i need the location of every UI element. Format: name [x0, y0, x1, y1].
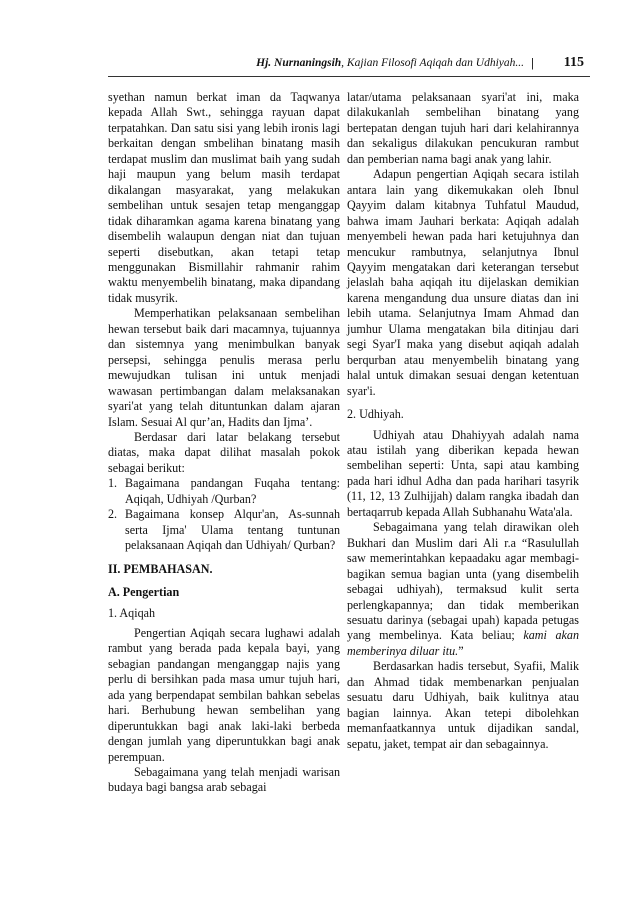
list-item — [108, 507, 340, 553]
subsection-heading: A. Pengertian — [108, 585, 180, 600]
page-number: 115 — [563, 55, 584, 70]
right-paragraph-5: Berdasarkan hadis tersebut, Syafii, Malik dan Ahmad tidak membenarkan penjualan sesuatu daru Udhiyah, baik kulitnya atau bagian lainnya. Akan tetepi dibolehkan memanfaatkannya untuk dijadikan sandal, sepatu, jaket, tempat air dan sebagainnya. — [347, 659, 579, 751]
header-separator: | — [531, 55, 534, 70]
right-paragraph-2: Adapun pengertian Aqiqah secara istilah antara lain yang dikemukakan oleh Ibnul Qayyim dalam kitabnya Tuhfatul Maudud, bahwa imam Jauhari berkata: Aqiqah adalah menyembeli hewan pada hari ketujuhnya dan mencukur rambutnya, selanjutnya Ibnul Qayyim mengatakan dari keterangan tersebut jelaslah baha aqiqah itu dijelaskan demikian karena mengandung dua unsure diatas dan ini lebih utama. Selanjutnya Imam Ahmad dan jumhur Ulama mengatakan bila ditinjau dari segi Syar'I maka yang disebut aqiqah adalah berqurban atau menyembelih binatang yang halal untuk dimakan sesuai dengan ketentuan syar'i. — [347, 167, 579, 398]
running-header — [108, 55, 584, 75]
list-item-number: 1. — [108, 476, 118, 491]
item-heading-udhiyah: 2. Udhiyah. — [347, 407, 404, 422]
hadith-close-quote: ” — [458, 643, 464, 658]
header-rule — [108, 76, 590, 77]
right-paragraph-4 — [347, 520, 579, 659]
list-item-number: 2. — [108, 507, 118, 522]
problem-list — [108, 476, 340, 553]
list-item-text: Bagaimana konsep Alqur'an, As-sunnah serta Ijma' Ulama tentang tuntunan pelaksanaan Aqiqah dan Udhiyah/ Qurban? — [125, 507, 340, 553]
running-title — [256, 57, 524, 69]
left-paragraph-1: syethan namun berkat iman da Taqwanya kepada Allah Swt., sehingga rayuan dapat terpatahkan. Dan satu sisi yang lebih ironis lagi berkaitan dengan smbelihan binatang masih terdapat muslim dan muslimat baih yang sudah haji maupun yang belum masih terdapat dikalangan masyarakat, yang melakukan sembelihan untuk sesajen tetap menganggap tidak diharamkan agama karena binatang yang disembelih walaupun dengan niat dan tujuan seperti disebutkan, akan tetapi tetap menggunakan Bismillahir rahmanir rahim waktu menyembelih binatang, maka dipandang tidak musyrik. — [108, 90, 340, 305]
header-title: , Kajian Filosofi Aqiqah dan Udhiyah... — [341, 57, 524, 69]
left-paragraph-2: Memperhatikan pelaksanaan sembelihan hewan tersebut baik dari macamnya, tujuannya dan sistemnya yang menimbulkan banyak persepsi, sehingga penulis merasa perlu mewujudkan tulisan ini untuk menjadi wawasan pertimbangan dalam melaksanakan syari'at yang telah dituntunkan dalam ajaran Islam. Sesuai Al qur’an, Hadits dan Ijma’. — [108, 306, 340, 429]
right-column — [347, 90, 579, 752]
header-author: Hj. Nurnaningsih — [256, 57, 342, 69]
left-paragraph-3: Berdasar dari latar belakang tersebut diatas, maka dapat dilihat masalah pokok sebagai berikut: — [108, 429, 340, 475]
hadith-text: Sebagaimana yang telah dirawikan oleh Bukhari dan Muslim dari Ali r.a “Rasulullah saw memerintahkan kepaadaku agar membagi-bagikan semua bagian unta (yang disembelih sebagai udhiyah), termaksud kulit serta perlengkapannya; dan tidak memberikan sesuatu darinya (sebagai upah) kapada petugas yang membelinya. Kata beliau; — [347, 520, 579, 643]
list-item-text: Bagaimana pandangan Fuqaha tentang: Aqiqah, Udhiyah /Qurban? — [125, 476, 340, 506]
left-paragraph-4: Pengertian Aqiqah secara lughawi adalah rambut yang berada pada kepala bayi, yang sebagian pandangan menganggap najis yang perlu di bersihkan pada masa umur tujuh hari, ada yang berpendapat sembilan bahkan sebelas hari. Berhubung hewan sembelihan yang diperuntukkan bagi anak laki-laki berbeda dengan jumlah yang diperuntukkan bagi anak perempuan. — [108, 625, 340, 764]
item-heading-aqiqah: 1. Aqiqah — [108, 605, 156, 620]
right-paragraph-3: Udhiyah atau Dhahiyyah adalah nama atau istilah yang diberikan kepada hewan sembelihan seperti: Unta, sapi atau kambing pada hari idhul Adha dan pada harihari tasyrik (11, 12, 13 Zulhijjah) dalam rangka ibadah dan bertaqarrub kepada Allah Subhanahu Wata'ala. — [347, 427, 579, 519]
right-paragraph-1: latar/utama pelaksanaan syari'at ini, maka dilakukanlah sembelihan binatang yang bertepatan dengan tujuh hari dari kelahirannya dan sekaligus dilakukan pencukuran rambut dan pemberian nama bagi anak yang lahir. — [347, 90, 579, 166]
left-paragraph-5: Sebagaimana yang telah menjadi warisan budaya bagi bangsa arab sebagai — [108, 765, 340, 795]
section-heading: II. PEMBAHASAN. — [108, 561, 213, 576]
hadith-italic: kami akan memberinya diluar itu. — [347, 628, 579, 658]
left-column — [108, 90, 340, 796]
list-item — [108, 476, 340, 507]
